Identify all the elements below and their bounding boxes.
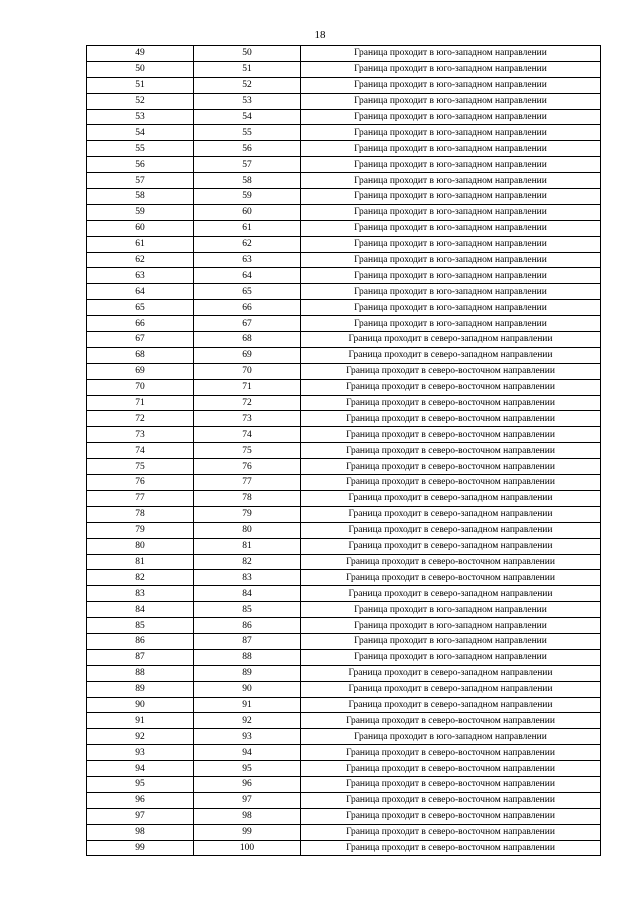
from-point-cell: 84 [87, 602, 194, 618]
table-row [87, 522, 601, 538]
to-point-cell: 60 [194, 204, 301, 220]
table-row [87, 681, 601, 697]
from-point-cell: 54 [87, 125, 194, 141]
table-row [87, 649, 601, 665]
from-point-cell: 90 [87, 697, 194, 713]
table-row [87, 761, 601, 777]
table-row [87, 490, 601, 506]
from-point-cell: 51 [87, 77, 194, 93]
from-point-cell: 65 [87, 300, 194, 316]
direction-cell: Граница проходит в северо-восточном направлении [301, 792, 601, 808]
table-row [87, 745, 601, 761]
direction-cell: Граница проходит в северо-восточном направлении [301, 459, 601, 475]
from-point-cell: 62 [87, 252, 194, 268]
from-point-cell: 53 [87, 109, 194, 125]
table-row [87, 824, 601, 840]
from-point-cell: 96 [87, 792, 194, 808]
table-row [87, 300, 601, 316]
from-point-cell: 95 [87, 776, 194, 792]
to-point-cell: 68 [194, 332, 301, 348]
table-row [87, 173, 601, 189]
to-point-cell: 56 [194, 141, 301, 157]
to-point-cell: 51 [194, 61, 301, 77]
to-point-cell: 55 [194, 125, 301, 141]
to-point-cell: 54 [194, 109, 301, 125]
to-point-cell: 80 [194, 522, 301, 538]
table-row [87, 236, 601, 252]
to-point-cell: 91 [194, 697, 301, 713]
direction-cell: Граница проходит в северо-западном направлении [301, 506, 601, 522]
to-point-cell: 100 [194, 840, 301, 856]
direction-cell: Граница проходит в северо-восточном направлении [301, 395, 601, 411]
direction-cell: Граница проходит в юго-западном направлении [301, 46, 601, 62]
direction-cell: Граница проходит в северо-восточном направлении [301, 379, 601, 395]
to-point-cell: 58 [194, 173, 301, 189]
to-point-cell: 72 [194, 395, 301, 411]
from-point-cell: 59 [87, 204, 194, 220]
table-row [87, 46, 601, 62]
from-point-cell: 60 [87, 220, 194, 236]
to-point-cell: 84 [194, 586, 301, 602]
from-point-cell: 57 [87, 173, 194, 189]
table-row [87, 93, 601, 109]
direction-cell: Граница проходит в юго-западном направлении [301, 141, 601, 157]
table-row [87, 411, 601, 427]
to-point-cell: 59 [194, 189, 301, 205]
direction-cell: Граница проходит в юго-западном направлении [301, 109, 601, 125]
to-point-cell: 98 [194, 808, 301, 824]
from-point-cell: 55 [87, 141, 194, 157]
direction-cell: Граница проходит в северо-западном направлении [301, 586, 601, 602]
from-point-cell: 92 [87, 729, 194, 745]
to-point-cell: 88 [194, 649, 301, 665]
from-point-cell: 87 [87, 649, 194, 665]
from-point-cell: 81 [87, 554, 194, 570]
table-row [87, 840, 601, 856]
to-point-cell: 75 [194, 443, 301, 459]
table-row [87, 443, 601, 459]
direction-cell: Граница проходит в северо-западном направлении [301, 697, 601, 713]
table-row [87, 347, 601, 363]
table-row [87, 713, 601, 729]
to-point-cell: 62 [194, 236, 301, 252]
from-point-cell: 91 [87, 713, 194, 729]
to-point-cell: 86 [194, 618, 301, 634]
table-row [87, 427, 601, 443]
to-point-cell: 92 [194, 713, 301, 729]
to-point-cell: 64 [194, 268, 301, 284]
direction-cell: Граница проходит в северо-восточном направлении [301, 411, 601, 427]
to-point-cell: 95 [194, 761, 301, 777]
direction-cell: Граница проходит в юго-западном направлении [301, 633, 601, 649]
from-point-cell: 85 [87, 618, 194, 634]
table-row [87, 586, 601, 602]
table-row [87, 554, 601, 570]
direction-cell: Граница проходит в юго-западном направлении [301, 173, 601, 189]
to-point-cell: 69 [194, 347, 301, 363]
from-point-cell: 88 [87, 665, 194, 681]
to-point-cell: 53 [194, 93, 301, 109]
from-point-cell: 93 [87, 745, 194, 761]
direction-cell: Граница проходит в северо-восточном направлении [301, 776, 601, 792]
direction-cell: Граница проходит в северо-западном направлении [301, 665, 601, 681]
table-row [87, 506, 601, 522]
from-point-cell: 76 [87, 475, 194, 491]
direction-cell: Граница проходит в юго-западном направлении [301, 602, 601, 618]
direction-cell: Граница проходит в юго-западном направлении [301, 649, 601, 665]
from-point-cell: 66 [87, 316, 194, 332]
from-point-cell: 74 [87, 443, 194, 459]
to-point-cell: 63 [194, 252, 301, 268]
table-row [87, 109, 601, 125]
direction-cell: Граница проходит в северо-восточном направлении [301, 554, 601, 570]
direction-cell: Граница проходит в северо-восточном направлении [301, 363, 601, 379]
direction-cell: Граница проходит в северо-восточном направлении [301, 745, 601, 761]
table-row [87, 332, 601, 348]
direction-cell: Граница проходит в юго-западном направлении [301, 125, 601, 141]
direction-cell: Граница проходит в юго-западном направлении [301, 268, 601, 284]
to-point-cell: 89 [194, 665, 301, 681]
to-point-cell: 90 [194, 681, 301, 697]
table-row [87, 729, 601, 745]
from-point-cell: 78 [87, 506, 194, 522]
to-point-cell: 93 [194, 729, 301, 745]
to-point-cell: 82 [194, 554, 301, 570]
to-point-cell: 65 [194, 284, 301, 300]
direction-cell: Граница проходит в юго-западном направлении [301, 236, 601, 252]
table-row [87, 602, 601, 618]
table-row [87, 538, 601, 554]
direction-cell: Граница проходит в северо-западном направлении [301, 332, 601, 348]
to-point-cell: 76 [194, 459, 301, 475]
to-point-cell: 85 [194, 602, 301, 618]
table-row [87, 475, 601, 491]
from-point-cell: 56 [87, 157, 194, 173]
direction-cell: Граница проходит в юго-западном направлении [301, 77, 601, 93]
table-row [87, 665, 601, 681]
direction-cell: Граница проходит в северо-восточном направлении [301, 713, 601, 729]
from-point-cell: 80 [87, 538, 194, 554]
to-point-cell: 96 [194, 776, 301, 792]
table-row [87, 220, 601, 236]
direction-cell: Граница проходит в северо-восточном направлении [301, 570, 601, 586]
to-point-cell: 97 [194, 792, 301, 808]
from-point-cell: 79 [87, 522, 194, 538]
from-point-cell: 70 [87, 379, 194, 395]
to-point-cell: 61 [194, 220, 301, 236]
from-point-cell: 98 [87, 824, 194, 840]
table-row [87, 363, 601, 379]
table-row [87, 157, 601, 173]
table-row [87, 697, 601, 713]
direction-cell: Граница проходит в северо-восточном направлении [301, 443, 601, 459]
table-row [87, 204, 601, 220]
direction-cell: Граница проходит в юго-западном направлении [301, 189, 601, 205]
from-point-cell: 99 [87, 840, 194, 856]
from-point-cell: 67 [87, 332, 194, 348]
to-point-cell: 83 [194, 570, 301, 586]
from-point-cell: 86 [87, 633, 194, 649]
direction-cell: Граница проходит в северо-восточном направлении [301, 840, 601, 856]
table-row [87, 125, 601, 141]
table-row [87, 618, 601, 634]
direction-cell: Граница проходит в северо-западном направлении [301, 538, 601, 554]
from-point-cell: 64 [87, 284, 194, 300]
to-point-cell: 74 [194, 427, 301, 443]
from-point-cell: 50 [87, 61, 194, 77]
from-point-cell: 68 [87, 347, 194, 363]
from-point-cell: 72 [87, 411, 194, 427]
from-point-cell: 73 [87, 427, 194, 443]
direction-cell: Граница проходит в юго-западном направлении [301, 729, 601, 745]
table-row [87, 792, 601, 808]
from-point-cell: 94 [87, 761, 194, 777]
direction-cell: Граница проходит в юго-западном направлении [301, 618, 601, 634]
direction-cell: Граница проходит в северо-западном направлении [301, 490, 601, 506]
direction-cell: Граница проходит в северо-западном направлении [301, 522, 601, 538]
from-point-cell: 61 [87, 236, 194, 252]
from-point-cell: 52 [87, 93, 194, 109]
table-row [87, 141, 601, 157]
to-point-cell: 73 [194, 411, 301, 427]
table-row [87, 284, 601, 300]
to-point-cell: 66 [194, 300, 301, 316]
direction-cell: Граница проходит в юго-западном направлении [301, 157, 601, 173]
to-point-cell: 79 [194, 506, 301, 522]
direction-cell: Граница проходит в северо-восточном направлении [301, 824, 601, 840]
from-point-cell: 71 [87, 395, 194, 411]
direction-cell: Граница проходит в северо-западном направлении [301, 681, 601, 697]
direction-cell: Граница проходит в юго-западном направлении [301, 252, 601, 268]
direction-cell: Граница проходит в юго-западном направлении [301, 204, 601, 220]
from-point-cell: 89 [87, 681, 194, 697]
to-point-cell: 78 [194, 490, 301, 506]
from-point-cell: 97 [87, 808, 194, 824]
table-row [87, 77, 601, 93]
direction-cell: Граница проходит в юго-западном направлении [301, 93, 601, 109]
direction-cell: Граница проходит в северо-восточном направлении [301, 808, 601, 824]
to-point-cell: 87 [194, 633, 301, 649]
to-point-cell: 77 [194, 475, 301, 491]
from-point-cell: 83 [87, 586, 194, 602]
from-point-cell: 82 [87, 570, 194, 586]
direction-cell: Граница проходит в северо-восточном направлении [301, 427, 601, 443]
from-point-cell: 75 [87, 459, 194, 475]
direction-cell: Граница проходит в северо-западном направлении [301, 347, 601, 363]
table-row [87, 189, 601, 205]
direction-cell: Граница проходит в юго-западном направлении [301, 220, 601, 236]
table-row [87, 316, 601, 332]
table-row [87, 776, 601, 792]
to-point-cell: 70 [194, 363, 301, 379]
to-point-cell: 52 [194, 77, 301, 93]
table-row [87, 633, 601, 649]
to-point-cell: 71 [194, 379, 301, 395]
table-row [87, 395, 601, 411]
to-point-cell: 99 [194, 824, 301, 840]
direction-cell: Граница проходит в северо-восточном направлении [301, 761, 601, 777]
direction-cell: Граница проходит в юго-западном направлении [301, 316, 601, 332]
table-row [87, 268, 601, 284]
direction-cell: Граница проходит в юго-западном направлении [301, 61, 601, 77]
page-number: 18 [314, 29, 326, 41]
table-row [87, 570, 601, 586]
to-point-cell: 67 [194, 316, 301, 332]
from-point-cell: 63 [87, 268, 194, 284]
to-point-cell: 57 [194, 157, 301, 173]
to-point-cell: 94 [194, 745, 301, 761]
from-point-cell: 49 [87, 46, 194, 62]
from-point-cell: 58 [87, 189, 194, 205]
direction-cell: Граница проходит в юго-западном направлении [301, 300, 601, 316]
from-point-cell: 77 [87, 490, 194, 506]
to-point-cell: 50 [194, 46, 301, 62]
table-row [87, 379, 601, 395]
table-row [87, 808, 601, 824]
table-row [87, 61, 601, 77]
direction-cell: Граница проходит в юго-западном направлении [301, 284, 601, 300]
boundary-points-table [86, 45, 601, 856]
direction-cell: Граница проходит в северо-восточном направлении [301, 475, 601, 491]
table-row [87, 459, 601, 475]
table-body [87, 46, 601, 856]
table-row [87, 252, 601, 268]
from-point-cell: 69 [87, 363, 194, 379]
to-point-cell: 81 [194, 538, 301, 554]
